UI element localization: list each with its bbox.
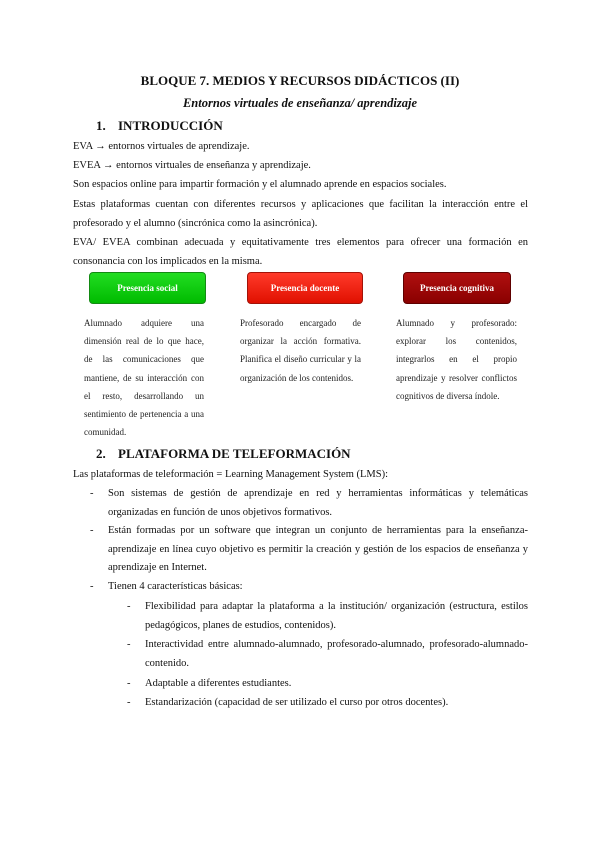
bullet-dash: - bbox=[127, 697, 131, 708]
sub-list-item bbox=[127, 636, 528, 673]
bullet-dash: - bbox=[127, 601, 131, 612]
bullet-dash: - bbox=[127, 678, 131, 689]
section-2-title: PLATAFORMA DE TELEFORMACIÓN bbox=[118, 446, 351, 461]
list-item bbox=[90, 578, 528, 597]
presencia-cognitiva-box: Presencia cognitiva bbox=[403, 272, 511, 304]
section-1-title: INTRODUCCIÓN bbox=[118, 118, 223, 133]
section-1-number: 1. bbox=[96, 118, 106, 133]
sub-list-item-text: Flexibilidad para adaptar la plataforma a la institución/ organización (estructura, estilos pedagógicos, planes de estudios, contenidos). bbox=[145, 601, 528, 631]
list-item-text: Tienen 4 características básicas: bbox=[108, 581, 243, 592]
bullet-dash: - bbox=[90, 525, 94, 536]
section-1-heading bbox=[96, 118, 223, 134]
sub-list-item bbox=[127, 694, 528, 713]
sub-list-item-text: Estandarización (capacidad de ser utilizado el curso por otros docentes). bbox=[145, 697, 449, 708]
sub-list-item bbox=[127, 675, 528, 694]
presencia-social-description: Alumnado adquiere una dimensión real de lo que hace, de las comunicaciones que mantiene, de su interacción con el resto, desarrollando un sentimiento de pertenencia a una comunidad. bbox=[84, 318, 204, 438]
paragraph-three-elements: EVA/ EVEA combinan adecuada y equitativamente tres elementos para ofrecer una formación en consonancia con los implicados en la misma. bbox=[73, 237, 528, 267]
document-subtitle: Entornos virtuales de enseñanza/ aprendizaje bbox=[182, 96, 418, 110]
list-item-text: Son sistemas de gestión de aprendizaje en red y herramientas informáticas y telemáticas organizadas en función de unos objetivos formativos. bbox=[108, 488, 528, 518]
document-title: BLOQUE 7. MEDIOS Y RECURSOS DIDÁCTICOS (II) bbox=[140, 73, 460, 88]
bullet-dash: - bbox=[127, 639, 131, 650]
presencia-social-box: Presencia social bbox=[89, 272, 206, 304]
paragraph-evea: EVEA → entornos virtuales de enseñanza y aprendizaje. bbox=[73, 160, 311, 171]
bullet-dash: - bbox=[90, 488, 94, 499]
sub-list-item-text: Adaptable a diferentes estudiantes. bbox=[145, 678, 292, 689]
sub-list-item-text: Interactividad entre alumnado-alumnado, profesorado-alumnado, profesorado-alumnado-contenido. bbox=[145, 639, 528, 669]
list-item bbox=[90, 522, 528, 578]
paragraph-eva: EVA → entornos virtuales de aprendizaje. bbox=[73, 141, 250, 152]
paragraph-online-spaces: Son espacios online para impartir formación y el alumnado aprende en espacios sociales. bbox=[73, 179, 447, 190]
list-item-text: Están formadas por un software que integran un conjunto de herramientas para la enseñanza-aprendizaje en línea cuyo objetivo es permitir la creación y gestión de los espacios de enseñanza y aprendizaje en Internet. bbox=[108, 525, 528, 573]
lms-intro: Las plataformas de teleformación = Learning Management System (LMS): bbox=[73, 469, 388, 480]
sub-list-item bbox=[127, 598, 528, 635]
section-2-number: 2. bbox=[96, 446, 106, 461]
bullet-dash: - bbox=[90, 581, 94, 592]
presencia-docente-box: Presencia docente bbox=[247, 272, 363, 304]
section-2-heading bbox=[96, 446, 351, 462]
presencia-docente-description: Profesorado encargado de organizar la acción formativa. Planifica el diseño curricular y la organización de los contenidos. bbox=[240, 318, 361, 383]
list-item bbox=[90, 485, 528, 522]
presencia-cognitiva-description: Alumnado y profesorado: explorar los contenidos, integrarlos en el propio aprendizaje y resolver conflictos cognitivos de diversa índole. bbox=[396, 318, 517, 401]
paragraph-platforms: Estas plataformas cuentan con diferentes recursos y aplicaciones que facilitan la interacción entre el profesorado y el alumno (sincrónica como la asincrónica). bbox=[73, 199, 528, 229]
